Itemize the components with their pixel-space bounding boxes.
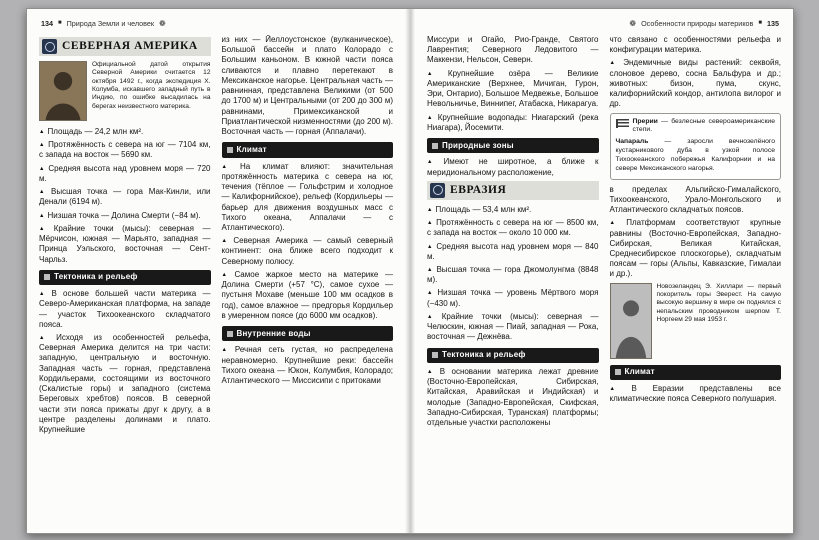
triangle-bullet-icon: ▲ — [39, 129, 45, 135]
fact-text: Северная Америка — самый северный континент: она ближе всего подходит к Северному полюсу. — [221, 236, 393, 266]
glossary-term: Чапараль — [615, 138, 665, 146]
fact-item — [222, 162, 394, 234]
fact-text: Высшая точка — гора Мак-Кинли, или Денали (6194 м). — [39, 187, 211, 207]
columbus-portrait — [39, 61, 87, 121]
fact-text: Высшая точка — гора Джомолунгма (8848 м). — [427, 264, 599, 285]
fact-item — [427, 265, 599, 285]
triangle-bullet-icon: ▲ — [39, 189, 49, 196]
continent-title — [427, 181, 599, 200]
fact-item — [222, 345, 394, 386]
fact-text: Крайние точки (мысы): северная — Челюскин, южная — Пиай, западная — Рока, восточная — Дежнёва. — [427, 311, 599, 342]
fact-item — [39, 187, 211, 207]
triangle-bullet-icon: ▲ — [221, 347, 232, 354]
fact-item — [427, 242, 599, 262]
triangle-bullet-icon: ▲ — [221, 163, 237, 170]
fact-item — [39, 224, 211, 265]
fact-item — [39, 164, 211, 184]
page-columns — [39, 35, 393, 523]
triangle-bullet-icon: ▲ — [427, 220, 434, 227]
triangle-bullet-icon: ▲ — [427, 159, 441, 166]
fact-text: В Евразии представлены все климатические пояса Северного полушария. — [609, 383, 781, 404]
fact-item — [427, 157, 599, 177]
fact-text: Крупнейшие водопады: Ниагарский (река Ниагара), Йосемити. — [427, 112, 599, 132]
fact-item — [427, 205, 599, 215]
fact-text: В основе большей части материка — Северо-Американская платформа, на западе — участок Тихоокеанского складчатого пояса. — [39, 289, 211, 329]
paragraph-continuation: что связано с особенностями рельефа и конфигурации материка. — [609, 35, 781, 55]
page-columns — [427, 35, 781, 523]
fact-text: Протяжённость с севера на юг — 7104 км, с запада на восток — 5690 км. — [39, 140, 211, 160]
section-header-label: Тектоника и рельеф — [54, 272, 138, 282]
triangle-bullet-icon: ▲ — [427, 313, 439, 320]
column-2 — [222, 35, 394, 523]
square-icon — [432, 143, 438, 149]
fact-item — [222, 236, 394, 267]
fact-text: Низшая точка — уровень Мёртвого моря (−430 м). — [427, 288, 599, 308]
column-4 — [610, 35, 782, 523]
section-header-label: Тектоника и рельеф — [442, 350, 526, 360]
running-head-title: Природа Земли и человек — [66, 19, 154, 28]
continent-title-text: ЕВРАЗИЯ — [450, 183, 507, 196]
fact-item — [610, 58, 782, 109]
fact-item — [427, 312, 599, 343]
fact-item — [427, 288, 599, 308]
triangle-bullet-icon: ▲ — [427, 290, 435, 297]
triangle-bullet-icon: ▲ — [427, 266, 434, 273]
fact-item — [39, 140, 211, 160]
triangle-bullet-icon: ▲ — [221, 271, 232, 278]
fact-item — [39, 127, 211, 137]
triangle-bullet-icon: ▲ — [39, 212, 45, 219]
fact-text: Крупнейшие озёра — Великие Американские (Верхнее, Мичиган, Гурон, Эри, Онтарио), Большое Медвежье, Большое Невольничье, Виннипег, Атабаска, Никарагуа. — [427, 68, 599, 109]
section-header-label: Климат — [236, 144, 267, 154]
globe-icon — [430, 183, 445, 198]
fact-text: Имеют не широтное, а ближе к меридиональному расположение, — [427, 157, 599, 177]
square-icon: ■ — [758, 20, 762, 26]
square-icon: ■ — [58, 20, 62, 26]
fact-text: Средняя высота над уровнем моря — 840 м. — [427, 241, 599, 261]
book-gutter — [405, 9, 415, 533]
fact-item — [610, 218, 782, 279]
square-icon — [432, 352, 438, 358]
section-header — [427, 138, 599, 153]
page-134 — [27, 9, 405, 533]
running-head-right — [427, 13, 781, 35]
triangle-bullet-icon: ▲ — [39, 291, 49, 298]
triangle-bullet-icon: ▲ — [427, 206, 433, 213]
square-icon — [227, 147, 233, 153]
fact-text: Эндемичные виды растений: секвойя, слоновое дерево, сосна Бальфура и др.; животных: бизон, пума, скунс, калифорнийский кондор, антилопа вилорог и др. — [609, 58, 781, 109]
open-book — [26, 8, 794, 534]
glossary-entry: Чапараль — заросли вечнозелёного кустарникового дуба в узкой полосе Тихоокеанского побережья Калифорнии и на севере Мексиканского нагорья. — [615, 138, 775, 172]
page-number: 135 — [767, 19, 779, 28]
fact-item — [427, 218, 599, 238]
glossary-box — [610, 113, 782, 180]
section-header-label: Природные зоны — [442, 140, 514, 150]
fact-item — [427, 113, 599, 133]
running-head-title: Особенности природы материков — [641, 19, 754, 28]
triangle-bullet-icon: ▲ — [427, 368, 437, 375]
triangle-bullet-icon: ▲ — [609, 220, 624, 227]
fact-item — [39, 333, 211, 435]
section-header — [427, 348, 599, 363]
fact-text: Протяжённость с севера на юг — 8500 км, с запада на восток — около 10 000 км. — [427, 218, 599, 238]
fact-text: В основании материка лежат древние (Восточно-Европейская, Сибирская, Китайская, Аравийская и Индийская) и молодые (Западно-Европейская, Скифская, Западно-Сибирская, Туранская) платформы; отдельные участки расположены — [427, 366, 599, 428]
page-135 — [415, 9, 793, 533]
section-header-label: Внутренние воды — [236, 328, 311, 338]
continent-title — [39, 37, 211, 56]
triangle-bullet-icon: ▲ — [39, 334, 54, 341]
triangle-bullet-icon: ▲ — [427, 70, 445, 77]
section-header-label: Климат — [624, 367, 655, 377]
triangle-bullet-icon: ▲ — [609, 60, 621, 67]
fact-text: На климат влияют: значительная протяжённость материка с севера на юг, течения (тёплое — Гольфстрим и холодное — Калифорнийское), рельеф (Кордильеры — барьер для движения воздушных масс с Тихого океана, Аппалачи — с Атлантического). — [221, 161, 393, 232]
fact-item — [427, 69, 599, 110]
paragraph-continuation: Миссури и Огайо, Рио-Гранде, Святого Лаврентия; Северного Ледовитого — Маккензи, Нельсон, Северн. — [427, 35, 599, 65]
globe-icon — [42, 39, 57, 54]
section-header — [610, 365, 782, 380]
column-1 — [39, 35, 211, 523]
fact-text: Самое жаркое место на материке — Долина Смерти (+57 °C), самое сухое — пустыня Мохаве (меньше 100 мм осадков в год), самое влажное — предгорья Кордильер в умеренном поясе (до 6000 мм осадков). — [221, 269, 393, 320]
note-icon — [616, 119, 629, 128]
fact-text: Речная сеть густая, но распределена неравномерно. Крупнейшие реки: бассейн Тихого океана — Юкон, Колумбия, Колорадо; Атлантического — Миссисипи с притоками — [221, 345, 393, 386]
triangle-bullet-icon: ▲ — [39, 225, 51, 232]
fact-text: Платформам соответствуют крупные равнины (Восточно-Европейская, Западно-Сибирская, Великая Китайская, Среднесибирское плоскогорье), складчатым поясам — горы (Альпы, Кавказские, Гималаи и др.). — [609, 218, 781, 279]
continent-title-text: СЕВЕРНАЯ АМЕРИКА — [62, 40, 198, 53]
running-head-left — [39, 13, 393, 35]
triangle-bullet-icon: ▲ — [39, 142, 46, 149]
triangle-bullet-icon: ▲ — [427, 243, 434, 250]
flower-icon: ❁ — [158, 19, 166, 28]
glossary-entry: Прерии — безлесные североамериканские степи. — [632, 117, 776, 134]
square-icon — [44, 274, 50, 280]
section-header — [222, 326, 394, 341]
triangle-bullet-icon: ▲ — [427, 114, 435, 121]
square-icon — [615, 369, 621, 375]
paragraph-continuation: из них — Йеллоустонское (вулканическое), Большой бассейн и плато Колорадо с Большим каньоном. В южной части пояса сливаются и плавно перетекают в Мексиканское нагорье. Центральная часть — равнинная, представлена Великими (от 500 до 1700 м) и Центральными (от 200 до 300 м) равнинами, Примексиканской и Приатлантической низменностями (до 200 м). Восточная часть — горная (Аппалачи). — [221, 35, 393, 137]
fact-item — [222, 270, 394, 321]
fact-text: Крайние точки (мысы): северная — Мёрчисон, южная — Марьято, западная — Принца Уэльского, восточная — Сент-Чарльз. — [39, 223, 211, 264]
fact-text: Исходя из особенностей рельефа, Северная Америка делится на три части: западную, центральную и восточную. Западная часть — горная, представлена Кордильерами, состоящими из восточного (Скалистые горы) и западного (система Береговых хребтов) поясов. В северной части эти пояса прижаты друг к другу, а в центре разделены долинами и плато. Крупнейшие — [39, 332, 211, 435]
glossary-term: Прерии — [632, 117, 662, 125]
fact-item — [39, 289, 211, 330]
section-header — [222, 142, 394, 157]
paragraph-continuation: в пределах Альпийско-Гималайского, Тихоокеанского, Урало-Монгольского и Атлантического складчатых поясов. — [609, 184, 781, 215]
flower-icon: ❁ — [629, 19, 637, 28]
hillary-portrait — [610, 283, 652, 359]
fact-text: Средняя высота над уровнем моря — 720 м. — [39, 163, 211, 183]
page-number: 134 — [41, 19, 53, 28]
fact-text: Площадь — 24,2 млн км². — [47, 127, 144, 136]
fact-item — [427, 367, 599, 428]
fact-text: Площадь — 53,4 млн км². — [435, 204, 532, 214]
section-header — [39, 270, 211, 285]
triangle-bullet-icon: ▲ — [39, 165, 46, 172]
figure-caption: Официальной датой открытия Северной Америки считается 12 октября 1492 г., когда экспедиция Х. Колумба, искавшего западный путь в Индию, по ошибке высадилась на берегах неизвестного материка. — [92, 61, 211, 110]
columbus-figure — [39, 61, 211, 121]
hillary-figure — [610, 283, 782, 359]
triangle-bullet-icon: ▲ — [221, 238, 231, 245]
square-icon — [227, 331, 233, 337]
fact-item — [39, 211, 211, 221]
fact-item — [610, 384, 782, 404]
figure-caption: Новозеландец Э. Хиллари — первый покоритель горы Эверест. На самую высокую вершину в мире он поднялся с непальским проводником шерпом Т. Норгеем 29 мая 1953 г. — [656, 282, 781, 324]
fact-text: Низшая точка — Долина Смерти (−84 м). — [47, 210, 201, 220]
column-3 — [427, 35, 599, 523]
triangle-bullet-icon: ▲ — [609, 385, 629, 392]
